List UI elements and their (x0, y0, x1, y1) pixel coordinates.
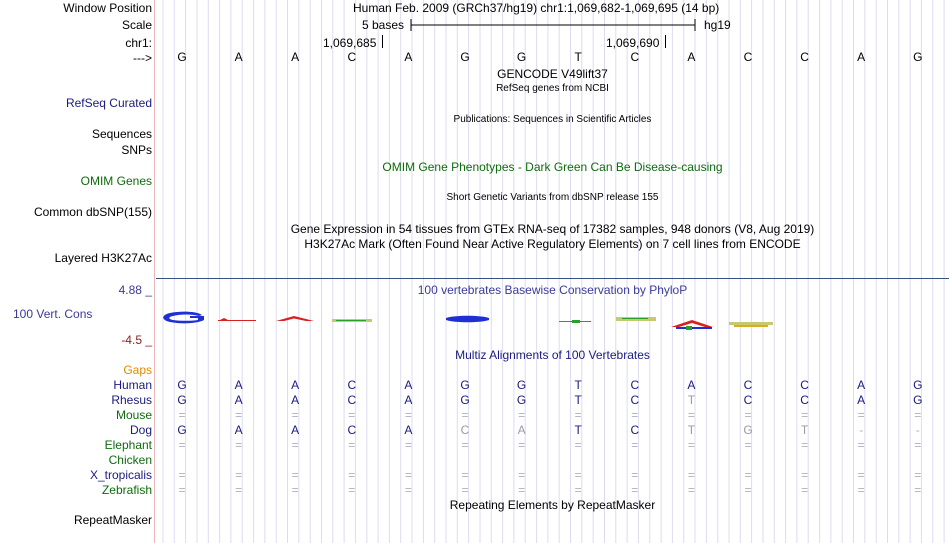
label-strand: ---> (133, 51, 152, 65)
scale-bar (410, 17, 698, 33)
alignment-base: = (801, 483, 809, 497)
alignment-base: = (687, 408, 695, 422)
alignment-base: A (687, 378, 696, 392)
alignment-base: = (801, 408, 809, 422)
alignment-base: = (235, 483, 243, 497)
species-label[interactable]: Rhesus (111, 393, 152, 407)
alignment-base: G (177, 393, 187, 407)
alignment-base: A (234, 393, 243, 407)
alignment-base: T (800, 423, 809, 437)
alignment-base: = (348, 468, 356, 482)
alignment-base: = (178, 408, 186, 422)
alignment-base: = (857, 483, 865, 497)
label-sequences[interactable]: Sequences (91, 127, 152, 141)
label-100-vert-cons[interactable]: 100 Vert. Cons (13, 307, 93, 321)
alignment-base: C (347, 393, 357, 407)
reference-base: C (743, 50, 753, 64)
alignment-base: = (461, 438, 469, 452)
alignment-base: = (291, 438, 299, 452)
alignment-base: = (291, 483, 299, 497)
reference-base: A (291, 50, 300, 64)
species-label[interactable]: Dog (129, 423, 152, 437)
label-repeatmasker[interactable]: RepeatMasker (73, 513, 152, 527)
label-chrom: chr1: (125, 36, 152, 50)
alignment-base: = (744, 438, 752, 452)
track-omim-title[interactable]: OMIM Gene Phenotypes - Dark Green Can Be Disease-causing (382, 160, 723, 174)
alignment-base: A (234, 423, 243, 437)
track-multiz-title[interactable]: Multiz Alignments of 100 Vertebrates (455, 348, 650, 362)
alignment-base: C (800, 378, 809, 392)
alignment-base: G (516, 393, 527, 407)
alignment-base: - (915, 423, 920, 437)
alignment-base: = (574, 438, 582, 452)
cons-scale-max: 4.88 _ (118, 283, 152, 297)
alignment-base: = (404, 438, 412, 452)
alignment-base: C (800, 393, 809, 407)
alignment-base: = (857, 408, 865, 422)
reference-base: T (574, 50, 582, 64)
track-phylop-title[interactable]: 100 vertebrates Basewise Conservation by PhyloP (417, 283, 688, 297)
species-label[interactable]: X_tropicalis (89, 468, 152, 482)
reference-base: C (630, 50, 640, 64)
reference-base: A (857, 50, 866, 64)
position-tick-label-1: 1,069,685 (323, 36, 377, 50)
alignment-base: = (178, 483, 186, 497)
label-gaps[interactable]: Gaps (123, 363, 152, 377)
alignment-base: = (914, 468, 922, 482)
reference-base: A (687, 50, 696, 64)
alignment-base: C (630, 393, 640, 407)
alignment-base: = (801, 468, 809, 482)
alignment-base: = (235, 408, 243, 422)
alignment-base: G (460, 393, 470, 407)
alignment-base: = (461, 408, 469, 422)
label-layered-h3k27ac[interactable]: Layered H3K27Ac (54, 251, 152, 265)
alignment-base: A (291, 378, 300, 392)
alignment-base: = (404, 408, 412, 422)
alignment-base: G (177, 423, 187, 437)
alignment-base: A (517, 423, 526, 437)
position-tick-label-2: 1,069,690 (606, 36, 660, 50)
track-refseq-subtitle[interactable]: RefSeq genes from NCBI (496, 83, 609, 94)
alignment-base: = (291, 468, 299, 482)
reference-base: C (347, 50, 357, 64)
alignment-base: G (913, 393, 923, 407)
scale-bases: 5 bases (362, 18, 405, 32)
track-gtex-title[interactable]: Gene Expression in 54 tissues from GTEx RNA-seq of 17382 samples, 948 donors (V8, Aug 2019) (290, 222, 815, 236)
alignment-base: T (574, 393, 582, 407)
alignment-base: = (518, 408, 526, 422)
reference-base: G (460, 50, 470, 64)
alignment-base: = (404, 483, 412, 497)
track-label-divider (154, 0, 155, 543)
species-label[interactable]: Zebrafish (101, 483, 152, 497)
species-label[interactable]: Chicken (108, 453, 152, 467)
alignment-base: = (348, 408, 356, 422)
alignment-base: = (857, 438, 865, 452)
position-tick-1 (382, 35, 383, 48)
alignment-base: = (687, 483, 695, 497)
assembly-position: Human Feb. 2009 (GRCh37/hg19) chr1:1,069,682-1,069,695 (14 bp) (353, 1, 720, 15)
alignment-base: = (348, 483, 356, 497)
position-tick-2 (665, 35, 666, 48)
label-snps[interactable]: SNPs (121, 143, 152, 157)
track-separator (156, 278, 949, 279)
alignment-base: C (743, 378, 753, 392)
alignment-base: C (630, 423, 640, 437)
alignment-base: C (460, 423, 470, 437)
alignment-base: = (744, 408, 752, 422)
scale-db: hg19 (704, 18, 731, 32)
alignment-base: = (518, 468, 526, 482)
reference-base: G (913, 50, 923, 64)
alignment-base: - (859, 423, 864, 437)
track-repeatmasker-title[interactable]: Repeating Elements by RepeatMasker (449, 498, 656, 512)
alignment-base: G (177, 378, 187, 392)
alignment-base: A (291, 423, 300, 437)
alignment-base: = (461, 483, 469, 497)
alignment-base: = (404, 468, 412, 482)
alignment-base: A (404, 393, 413, 407)
alignment-base: A (404, 378, 413, 392)
alignment-base: = (291, 408, 299, 422)
track-gencode-title[interactable]: GENCODE V49lift37 (497, 67, 608, 81)
alignment-base: = (631, 438, 639, 452)
alignment-base: = (857, 468, 865, 482)
alignment-base: C (630, 378, 640, 392)
alignment-base: = (348, 438, 356, 452)
phylop-sequence-logo (156, 306, 949, 332)
alignment-base: = (178, 438, 186, 452)
alignment-base: T (574, 378, 582, 392)
alignment-base: G (460, 378, 470, 392)
alignment-base: = (914, 438, 922, 452)
species-label[interactable]: Elephant (104, 438, 152, 452)
alignment-base: G (516, 378, 527, 392)
alignment-base: G (743, 423, 753, 437)
alignment-base: A (291, 393, 300, 407)
alignment-base: = (574, 483, 582, 497)
alignment-base: = (744, 468, 752, 482)
track-dbsnp-title[interactable]: Short Genetic Variants from dbSNP release 155 (446, 192, 659, 203)
alignment-base: A (857, 393, 866, 407)
alignment-base: = (235, 438, 243, 452)
cons-scale-min: -4.5 _ (121, 333, 152, 347)
alignment-base: = (914, 483, 922, 497)
alignment-base: A (857, 378, 866, 392)
alignment-base: = (687, 468, 695, 482)
alignment-base: = (574, 408, 582, 422)
alignment-base: = (178, 468, 186, 482)
alignment-base: C (743, 393, 753, 407)
label-refseq-curated[interactable]: RefSeq Curated (65, 96, 152, 110)
reference-base: A (234, 50, 243, 64)
alignment-base: = (518, 438, 526, 452)
label-scale: Scale (121, 18, 152, 32)
alignment-base: T (687, 393, 696, 407)
alignment-base: = (914, 408, 922, 422)
track-publications-title[interactable]: Publications: Sequences in Scientific Articles (453, 114, 652, 125)
reference-base: C (800, 50, 809, 64)
alignment-base: T (574, 423, 582, 437)
reference-base: A (404, 50, 413, 64)
alignment-base: A (234, 378, 243, 392)
track-h3k27ac-title[interactable]: H3K27Ac Mark (Often Found Near Active Regulatory Elements) on 7 cell lines from ENCODE (304, 237, 801, 251)
label-common-dbsnp[interactable]: Common dbSNP(155) (33, 205, 152, 219)
reference-base: G (516, 50, 527, 64)
alignment-base: C (347, 378, 357, 392)
alignment-base: C (347, 423, 357, 437)
alignment-base: = (518, 483, 526, 497)
species-label[interactable]: Human (113, 378, 152, 392)
alignment-base: = (631, 483, 639, 497)
label-window-position: Window Position (63, 1, 152, 15)
alignment-base: = (687, 438, 695, 452)
alignment-base: = (235, 468, 243, 482)
alignment-base: = (631, 468, 639, 482)
reference-base: G (177, 50, 187, 64)
alignment-base: = (574, 468, 582, 482)
species-label[interactable]: Mouse (115, 408, 152, 422)
label-omim-genes[interactable]: OMIM Genes (80, 174, 152, 188)
alignment-base: = (744, 483, 752, 497)
alignment-base: G (913, 378, 923, 392)
alignment-base: A (404, 423, 413, 437)
alignment-base: = (801, 438, 809, 452)
alignment-base: T (687, 423, 696, 437)
alignment-base: = (461, 468, 469, 482)
alignment-base: = (631, 408, 639, 422)
